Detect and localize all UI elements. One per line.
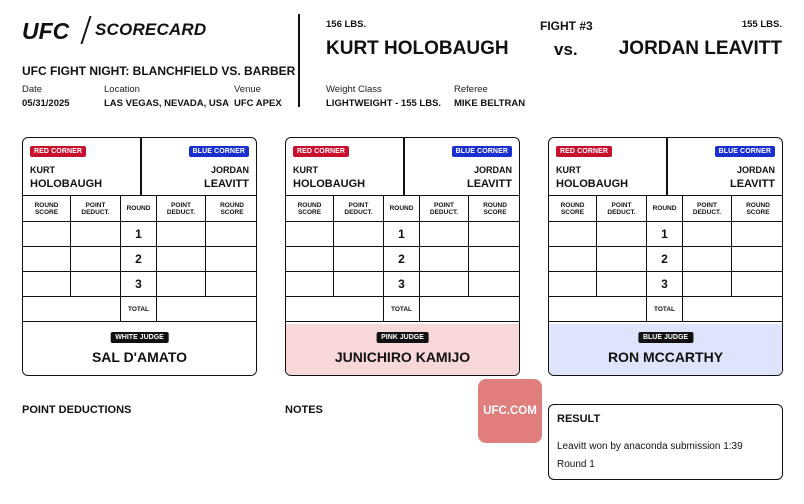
score-header-row bbox=[286, 196, 519, 222]
round-score-header-line1: ROUND bbox=[746, 201, 770, 209]
round-header: ROUND bbox=[647, 196, 683, 221]
point-deduct-cell[interactable] bbox=[157, 247, 206, 271]
total-row bbox=[23, 297, 256, 322]
venue-label: Venue bbox=[234, 84, 261, 95]
total-row bbox=[549, 297, 782, 322]
scorecard-2 bbox=[285, 137, 520, 376]
round-row bbox=[549, 272, 782, 297]
red-corner-tag: RED CORNER bbox=[556, 146, 612, 157]
round-header: ROUND bbox=[121, 196, 157, 221]
point-deduct-header-line1: POINT bbox=[348, 201, 369, 209]
result-box bbox=[548, 404, 783, 480]
point-deduct-cell[interactable] bbox=[683, 247, 732, 271]
point-deduct-header-line2: DEDUCT. bbox=[429, 208, 459, 216]
round-score-cell[interactable] bbox=[23, 222, 71, 246]
round-score-cell[interactable] bbox=[206, 222, 257, 246]
date-value: 05/31/2025 bbox=[22, 98, 70, 109]
round-score-cell[interactable] bbox=[286, 247, 334, 271]
round-score-header-line2: SCORE bbox=[483, 208, 507, 216]
ufc-logo bbox=[22, 18, 78, 44]
round-row bbox=[23, 222, 256, 247]
score-header-row bbox=[549, 196, 782, 222]
round-number: 1 bbox=[121, 222, 157, 246]
red-total-cell[interactable] bbox=[286, 297, 384, 321]
red-fighter-first-name: KURT bbox=[30, 165, 55, 175]
versus-label: vs. bbox=[554, 40, 578, 59]
blue-total-cell[interactable] bbox=[683, 297, 783, 321]
round-row bbox=[286, 222, 519, 247]
point-deduct-header bbox=[334, 196, 384, 221]
round-number: 2 bbox=[647, 247, 683, 271]
round-score-header-line1: ROUND bbox=[34, 201, 59, 209]
round-number: 3 bbox=[384, 272, 420, 296]
round-score-header bbox=[549, 196, 597, 221]
card-fighters bbox=[286, 138, 519, 196]
blue-total-cell[interactable] bbox=[157, 297, 257, 321]
blue-corner-tag: BLUE CORNER bbox=[715, 146, 775, 157]
point-deduct-cell[interactable] bbox=[334, 222, 384, 246]
point-deduct-header bbox=[420, 196, 469, 221]
point-deduct-header-line1: POINT bbox=[171, 201, 191, 209]
round-header: ROUND bbox=[384, 196, 420, 221]
round-number: 2 bbox=[384, 247, 420, 271]
total-row bbox=[286, 297, 519, 322]
blue-total-cell[interactable] bbox=[420, 297, 520, 321]
point-deduct-cell[interactable] bbox=[71, 222, 121, 246]
judge-name: SAL D'AMATO bbox=[91, 349, 188, 365]
round-score-header bbox=[286, 196, 334, 221]
point-deduct-header bbox=[597, 196, 647, 221]
round-score-cell[interactable] bbox=[469, 247, 520, 271]
referee-value: MIKE BELTRAN bbox=[454, 98, 526, 109]
round-score-header bbox=[732, 196, 783, 221]
notes-title: NOTES bbox=[285, 404, 323, 416]
scorecard-1 bbox=[22, 137, 257, 376]
total-label: TOTAL bbox=[121, 297, 157, 321]
round-score-cell[interactable] bbox=[549, 272, 597, 296]
point-deduct-header bbox=[157, 196, 206, 221]
blue-fighter-name: JORDAN LEAVITT bbox=[618, 38, 782, 59]
location-label: Location bbox=[104, 84, 140, 95]
corner-divider bbox=[140, 138, 142, 195]
judge-area bbox=[23, 324, 256, 376]
point-deduct-cell[interactable] bbox=[597, 247, 647, 271]
score-header-row bbox=[23, 196, 256, 222]
round-score-header-line2: SCORE bbox=[746, 208, 770, 216]
round-score-cell[interactable] bbox=[732, 272, 783, 296]
round-score-header-line2: SCORE bbox=[220, 208, 244, 216]
blue-fighter-first-name: JORDAN bbox=[736, 165, 775, 175]
score-grid bbox=[549, 196, 782, 324]
round-score-header-line1: ROUND bbox=[297, 201, 322, 209]
red-corner-tag: RED CORNER bbox=[293, 146, 349, 157]
scorecard-3 bbox=[548, 137, 783, 376]
point-deduct-cell[interactable] bbox=[71, 272, 121, 296]
red-fighter-first-name: KURT bbox=[293, 165, 318, 175]
score-grid bbox=[286, 196, 519, 324]
round-score-cell[interactable] bbox=[732, 247, 783, 271]
round-row bbox=[286, 247, 519, 272]
round-score-header bbox=[206, 196, 257, 221]
red-fighter-weight: 156 LBS. bbox=[326, 19, 367, 30]
card-fighters bbox=[549, 138, 782, 196]
weight-class-label: Weight Class bbox=[326, 84, 382, 95]
score-grid bbox=[23, 196, 256, 324]
round-score-header bbox=[23, 196, 71, 221]
blue-corner-tag: BLUE CORNER bbox=[189, 146, 249, 157]
point-deduct-cell[interactable] bbox=[334, 272, 384, 296]
round-number: 1 bbox=[647, 222, 683, 246]
header-divider bbox=[298, 14, 300, 107]
point-deductions-title: POINT DEDUCTIONS bbox=[22, 404, 132, 416]
point-deduct-header-line1: POINT bbox=[85, 201, 106, 209]
round-row bbox=[549, 222, 782, 247]
point-deduct-header-line1: POINT bbox=[611, 201, 632, 209]
point-deduct-cell[interactable] bbox=[683, 272, 732, 296]
point-deduct-cell[interactable] bbox=[334, 247, 384, 271]
red-fighter-last-name: HOLOBAUGH bbox=[30, 178, 103, 190]
blue-fighter-first-name: JORDAN bbox=[473, 165, 512, 175]
judge-tag: WHITE JUDGE bbox=[110, 332, 169, 343]
round-score-cell[interactable] bbox=[549, 222, 597, 246]
red-fighter-name: KURT HOLOBAUGH bbox=[326, 38, 509, 59]
point-deduct-cell[interactable] bbox=[71, 247, 121, 271]
judge-area bbox=[286, 324, 519, 376]
round-row bbox=[23, 247, 256, 272]
round-score-header-line1: ROUND bbox=[560, 201, 585, 209]
red-fighter-first-name: KURT bbox=[556, 165, 581, 175]
round-score-cell[interactable] bbox=[286, 222, 334, 246]
round-score-cell[interactable] bbox=[286, 272, 334, 296]
point-deduct-cell[interactable] bbox=[683, 222, 732, 246]
judge-name: RON MCCARTHY bbox=[607, 349, 724, 365]
total-label: TOTAL bbox=[384, 297, 420, 321]
point-deduct-header bbox=[71, 196, 121, 221]
round-number: 3 bbox=[647, 272, 683, 296]
judge-tag: BLUE JUDGE bbox=[638, 332, 693, 343]
blue-corner-tag: BLUE CORNER bbox=[452, 146, 512, 157]
round-row bbox=[23, 272, 256, 297]
total-label: TOTAL bbox=[647, 297, 683, 321]
point-deduct-cell[interactable] bbox=[157, 222, 206, 246]
blue-fighter-last-name: LEAVITT bbox=[729, 178, 775, 190]
red-fighter-last-name: HOLOBAUGH bbox=[556, 178, 629, 190]
red-fighter-last-name: HOLOBAUGH bbox=[293, 178, 366, 190]
card-fighters bbox=[23, 138, 256, 196]
point-deduct-header bbox=[683, 196, 732, 221]
corner-divider bbox=[403, 138, 405, 195]
round-score-header-line2: SCORE bbox=[560, 208, 585, 216]
blue-fighter-weight: 155 LBS. bbox=[741, 19, 782, 30]
point-deduct-header-line1: POINT bbox=[434, 201, 454, 209]
point-deduct-header-line2: DEDUCT. bbox=[344, 208, 373, 216]
point-deduct-cell[interactable] bbox=[420, 272, 469, 296]
point-deduct-header-line2: DEDUCT. bbox=[166, 208, 196, 216]
round-score-cell[interactable] bbox=[23, 247, 71, 271]
event-name: UFC FIGHT NIGHT: BLANCHFIELD VS. BARBER bbox=[22, 64, 296, 78]
blue-fighter-last-name: LEAVITT bbox=[203, 178, 249, 190]
referee-label: Referee bbox=[454, 84, 488, 95]
corner-divider bbox=[666, 138, 668, 195]
venue-value: UFC APEX bbox=[234, 98, 282, 109]
round-score-cell[interactable] bbox=[206, 247, 257, 271]
judge-name: JUNICHIRO KAMIJO bbox=[334, 349, 471, 365]
round-score-header-line2: SCORE bbox=[34, 208, 59, 216]
blue-fighter-first-name: JORDAN bbox=[210, 165, 249, 175]
red-corner-tag: RED CORNER bbox=[30, 146, 86, 157]
ufc-com-badge[interactable]: UFC.COM bbox=[478, 379, 542, 443]
round-number: 1 bbox=[384, 222, 420, 246]
ufc-logo-text: UFC bbox=[22, 18, 70, 44]
round-score-cell[interactable] bbox=[469, 272, 520, 296]
result-round: Round 1 bbox=[557, 459, 595, 470]
result-title: RESULT bbox=[557, 413, 601, 425]
point-deduct-header-line2: DEDUCT. bbox=[692, 208, 722, 216]
result-method: Leavitt won by anaconda submission 1:39 bbox=[557, 441, 743, 452]
round-score-header bbox=[469, 196, 520, 221]
round-number: 2 bbox=[121, 247, 157, 271]
point-deduct-header-line2: DEDUCT. bbox=[607, 208, 636, 216]
round-row bbox=[286, 272, 519, 297]
red-total-cell[interactable] bbox=[23, 297, 121, 321]
weight-class-value: LIGHTWEIGHT - 155 LBS. bbox=[326, 98, 442, 109]
point-deduct-header-line1: POINT bbox=[697, 201, 717, 209]
round-score-cell[interactable] bbox=[23, 272, 71, 296]
date-label: Date bbox=[22, 84, 43, 95]
point-deduct-cell[interactable] bbox=[420, 247, 469, 271]
page-title: SCORECARD bbox=[95, 20, 207, 39]
round-score-header-line1: ROUND bbox=[483, 201, 507, 209]
point-deduct-header-line2: DEDUCT. bbox=[81, 208, 110, 216]
round-score-cell[interactable] bbox=[732, 222, 783, 246]
round-number: 3 bbox=[121, 272, 157, 296]
point-deduct-cell[interactable] bbox=[597, 222, 647, 246]
location-value: LAS VEGAS, NEVADA, USA bbox=[104, 98, 229, 109]
point-deduct-cell[interactable] bbox=[420, 222, 469, 246]
round-score-header-line2: SCORE bbox=[297, 208, 322, 216]
blue-fighter-last-name: LEAVITT bbox=[466, 178, 512, 190]
judge-area bbox=[549, 324, 782, 376]
red-total-cell[interactable] bbox=[549, 297, 647, 321]
round-row bbox=[549, 247, 782, 272]
point-deduct-cell[interactable] bbox=[157, 272, 206, 296]
fight-number: FIGHT #3 bbox=[540, 19, 593, 33]
point-deduct-cell[interactable] bbox=[597, 272, 647, 296]
logo-separator bbox=[80, 16, 91, 44]
round-score-cell[interactable] bbox=[549, 247, 597, 271]
round-score-cell[interactable] bbox=[469, 222, 520, 246]
round-score-header-line1: ROUND bbox=[220, 201, 244, 209]
round-score-cell[interactable] bbox=[206, 272, 257, 296]
judge-tag: PINK JUDGE bbox=[376, 332, 429, 343]
